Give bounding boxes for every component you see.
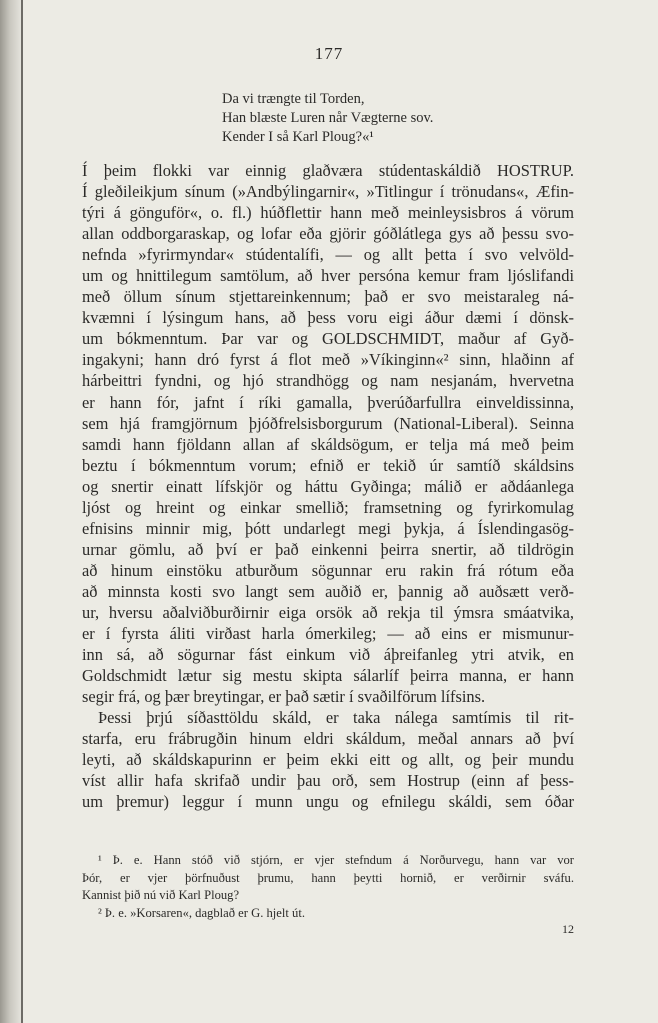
text-line: samdi hann fjöldann allan af skáldsögum, er telja má með þeim [82, 434, 574, 454]
text-line: nefnda »fyrirmyndar« stúdentalífi, — og allt þetta í svo velvöld- [82, 245, 574, 265]
text-line: að minnsta kosti svo langt sem auðið er, þannig að auðsætt verð- [82, 581, 574, 601]
text-line: týri á gönguför«, o. fl.) húðflettir hann með meinleysisbros á vörum [82, 203, 574, 223]
text-line: inn sá, að sögurnar fást einkum við áþreifanleg ytri atvik, en [82, 645, 574, 665]
footnotes [82, 852, 574, 922]
text-line: leyti, að skáldskapurinn er þeim ekki eitt og allt, og þeir mundu [82, 750, 574, 770]
text-line: er hann fór, jafnt í ríki gamalla, þverúðarfullra einveldissinna, [82, 392, 574, 412]
footnote-line: ² Þ. e. »Korsaren«, dagblað er G. hjelt út. [98, 905, 305, 920]
book-spine-edge [21, 0, 23, 1023]
text-line: ingakyni; hann dró fyrst á flot með »Víkinginn«² sinn, hlaðinn af [82, 350, 574, 370]
verse-quote [222, 90, 433, 147]
text-line: Í gleðileikjum sínum (»Andbýlingarnir«, »Titlingur í trönudans«, Æfin- [82, 182, 574, 202]
text-line: er í fyrsta áliti virðast harla ómerkileg; — að eins er mismunur- [82, 624, 574, 644]
footnote-line: Kannist þið nú við Karl Ploug? [82, 888, 240, 902]
text-line: efnisins minnir mig, þótt undarlegt megi þykja, á Íslendingasög- [82, 518, 574, 538]
verse-line: Han blæste Luren når Vægterne sov. [222, 110, 434, 126]
text-line: kvæmni í lýsingum hans, að þess voru eigi áður dæmi í dönsk- [82, 308, 574, 328]
text-line: um bókmenntum. Þar var og GOLDSCHMIDT, maður af Gyð- [82, 329, 574, 349]
text-line: ljóst og hreint og einkar smellið; framsetning og fyrirkomulag [82, 497, 574, 517]
text-line: sem hjá framgjörnum þjóðfrelsisborgurum (National-Liberal). Seinna [82, 413, 574, 433]
text-line: með öllum sínum stjettareinkennum; það er svo meistaraleg ná- [82, 287, 574, 307]
text-line: segir frá, og þær breytingar, er það sætir í svaðilförum lífsins. [82, 687, 486, 707]
text-line: Í þeim flokki var einnig glaðværa stúdentaskáldið HOSTRUP. [82, 161, 574, 180]
page-number: 177 [314, 44, 344, 63]
verse-line: Kender I så Karl Ploug?«¹ [222, 129, 374, 145]
main-text [82, 160, 574, 812]
text-line: Goldschmidt lætur sig mestu skipta sálarlíf þeirra manna, er hann [82, 666, 574, 686]
text-line: starfa, eru frábrugðin hinum eldri skáldum, meðal annars að því [82, 729, 574, 749]
book-gutter-shadow [0, 0, 22, 1023]
text-line: að hinum einstöku atburðum sögunnar eru rakin frá rótum eða [82, 560, 574, 580]
verse-line: Da vi trængte til Torden, [222, 91, 365, 107]
text-line: um þremur) leggur í munn ungu og efnilegu skáldi, sem óðar [82, 792, 574, 812]
text-line: hárbeittri fyndni, og hjó strandhögg og nam nesjanám, hvervetna [82, 371, 574, 391]
footnote-line: Þór, er vjer þörfnuðust þrumu, hann þeytti hornið, er verðirnir sváfu. [82, 870, 574, 885]
text-line: urnar gömlu, að því er það einkenni þeirra snertir, að tildrögin [82, 539, 574, 559]
text-line: og snertir einatt lífskjör og háttu Gyðinga; málið er aðdáanlega [82, 476, 574, 496]
text-line: beztu í bókmenntum vorum; efnið er tekið úr samtíð skáldsins [82, 455, 574, 475]
footnote-line: ¹ Þ. e. Hann stóð við stjórn, er vjer stefndum á Norðurvegu, hann var vor [98, 853, 574, 867]
text-line: allan oddborgaraskap, og lofar eða gjörir góðlátlega gys að þessu svo- [82, 224, 574, 244]
text-line: Þessi þrjú síðasttöldu skáld, er taka nálega samtímis til rit- [98, 708, 574, 728]
text-line: ur, hversu aðalviðburðirnir eiga orsök að rekja til ýmsra smáatvika, [82, 602, 574, 622]
signature-mark: 12 [562, 922, 574, 936]
text-line: víst allir hafa skrifað undir þau orð, sem Hostrup (einn af þess- [82, 771, 574, 791]
text-line: um og hnittilegum samtölum, að hver persóna kemur fram ljóslifandi [82, 266, 574, 286]
